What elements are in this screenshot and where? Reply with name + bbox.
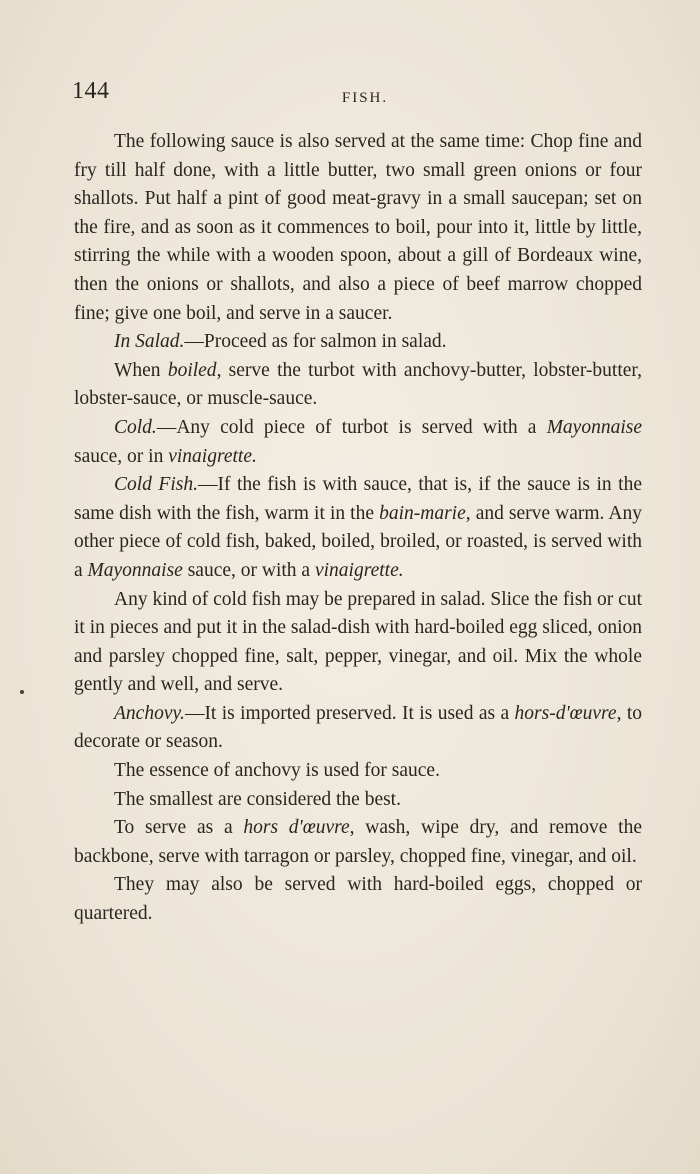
italic-text: In Salad.: [114, 331, 185, 353]
italic-text: boiled: [167, 359, 217, 381]
text: , to decorate or season.: [74, 702, 642, 753]
italic-text: bain-marie: [379, 502, 466, 524]
text: —If the fish is with sauce, that is, if the sauce is in the same dish with the fish, warm it in the: [74, 474, 642, 524]
text: sauce, or with a: [182, 559, 315, 581]
italic-text: hors d'œuvre: [243, 817, 350, 839]
paragraph: [74, 814, 642, 871]
text: , wash, wipe dry, and remove the backbone, serve with tarragon or parsley, chopped fine, vinegar, and oil.: [74, 817, 642, 867]
paragraph: [74, 357, 642, 414]
text: , serve the turbot with anchovy-butter, lobster-butter, lobster-sauce, or muscle-sauce.: [74, 359, 642, 410]
italic-text: Cold Fish.: [114, 474, 198, 496]
text: —Proceed as for salmon in salad.: [184, 331, 447, 353]
paragraph: [74, 128, 642, 328]
page-body: [74, 128, 642, 929]
paragraph: [74, 757, 642, 786]
italic-text: vinaigrette.: [314, 559, 404, 581]
italic-text: Mayonnaise: [87, 559, 183, 581]
text: The following sauce is also served at the same time: Chop fine and fry till half done, with a little butter, two small green onions or four shallots. Put half a pint of good meat-gravy in a small saucepan; set on the fire, and as soon as it commences to boil, pour into it, little by little, stirring the while with a wooden spoon, about a gill of Bordeaux wine, then the onions or shallots, and also a piece of beef marrow chopped fine; give one boil, and serve in a saucer.: [74, 131, 642, 324]
text: —Any cold piece of turbot is served with a: [156, 416, 547, 438]
text: When: [114, 359, 168, 381]
paragraph: [74, 414, 642, 471]
text: They may also be served with hard-boiled eggs, chopped or quartered.: [74, 874, 642, 925]
italic-text: Anchovy.: [114, 702, 185, 724]
paragraph: [74, 328, 642, 357]
text: —It is imported preserved. It is used as a: [184, 702, 515, 724]
italic-text: vinaigrette.: [168, 445, 257, 467]
italic-text: Mayonnaise: [546, 416, 642, 438]
page-number: 144: [72, 78, 110, 104]
text: To serve as a: [114, 817, 244, 839]
text: The smallest are considered the best.: [114, 788, 401, 810]
paragraph: [74, 700, 642, 757]
italic-text: hors-d'œuvre: [514, 702, 617, 724]
paragraph: [74, 871, 642, 928]
paragraph: [74, 786, 642, 815]
paragraph: [74, 471, 642, 585]
running-title: FISH.: [341, 90, 389, 106]
text: sauce, or in: [74, 445, 169, 467]
italic-text: Cold.: [114, 416, 157, 438]
paragraph: [74, 586, 642, 700]
text: The essence of anchovy is used for sauce.: [114, 760, 440, 782]
ink-speck: [20, 690, 24, 694]
text: , and serve warm. Any other piece of cold fish, baked, boiled, broiled, or roasted, is served with a: [74, 502, 643, 581]
text: Any kind of cold fish may be prepared in salad. Slice the fish or cut it in pieces and put it in the salad-dish with hard-boiled egg sliced, onion and parsley chopped fine, salt, pepper, vinegar, and oil. Mix the whole gently and well, and serve.: [74, 588, 642, 696]
